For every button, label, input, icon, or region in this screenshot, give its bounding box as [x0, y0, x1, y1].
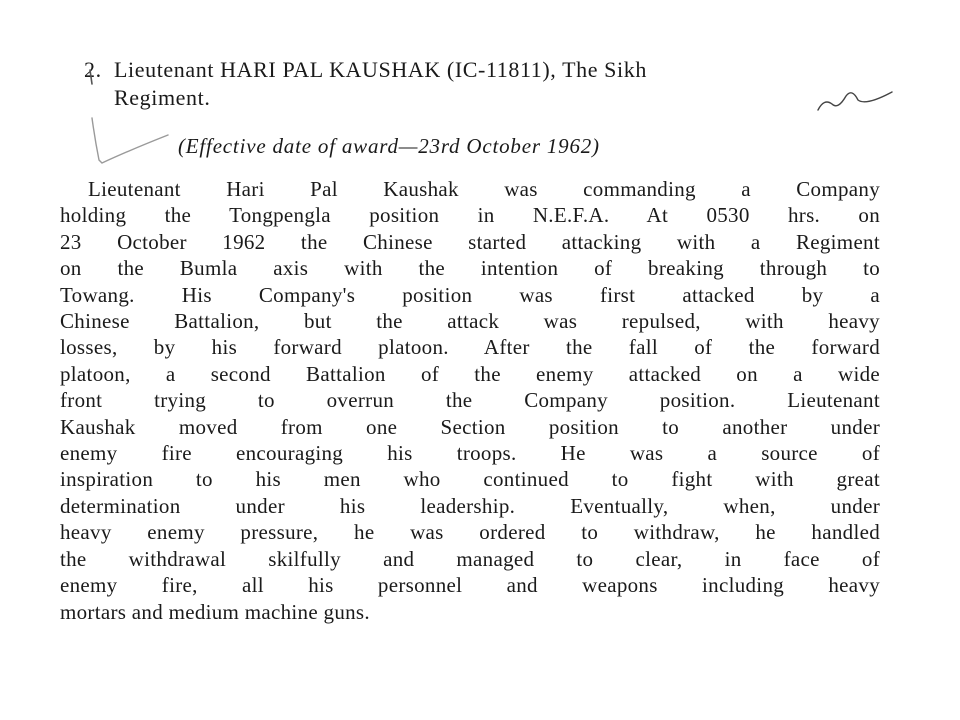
- citation-line: losses, by his forward platoon. After the fall of the forward: [60, 335, 880, 360]
- recipient-name-line: Lieutenant HARI PAL KAUSHAK (IC-11811), The Sikh: [114, 57, 647, 82]
- citation-body: [60, 176, 880, 625]
- citation-line: enemy fire, all his personnel and weapons including heavy: [60, 573, 880, 598]
- citation-number: 2.: [84, 57, 102, 82]
- regiment-line: Regiment.: [114, 85, 211, 110]
- citation-line: platoon, a second Battalion of the enemy attacked on a wide: [60, 361, 880, 386]
- citation-line: determination under his leadership. Eventually, when, under: [60, 493, 880, 518]
- effective-date: (Effective date of award—23rd October 1962): [178, 134, 600, 158]
- citation-line: holding the Tongpengla position in N.E.F.A. At 0530 hrs. on: [60, 203, 880, 228]
- citation-line: Kaushak moved from one Section position to another under: [60, 414, 880, 439]
- citation-line: on the Bumla axis with the intention of breaking through to: [60, 256, 880, 281]
- citation-line: Towang. His Company's position was first attacked by a: [60, 282, 880, 307]
- citation-line: mortars and medium machine guns.: [60, 599, 370, 624]
- citation-line: enemy fire encouraging his troops. He was a source of: [60, 441, 880, 466]
- citation-line: inspiration to his men who continued to fight with great: [60, 467, 880, 492]
- citation-line: heavy enemy pressure, he was ordered to withdraw, he handled: [60, 520, 880, 545]
- citation-line: front trying to overrun the Company position. Lieutenant: [60, 388, 880, 413]
- citation-line: Chinese Battalion, but the attack was repulsed, with heavy: [60, 309, 880, 334]
- citation-line: Lieutenant Hari Pal Kaushak was commanding a Company: [88, 177, 880, 201]
- award-heading: [60, 56, 880, 84]
- citation-line: the withdrawal skilfully and managed to clear, in face of: [60, 546, 880, 571]
- citation-document: [60, 56, 880, 625]
- citation-line: 23 October 1962 the Chinese started attacking with a Regiment: [60, 229, 880, 254]
